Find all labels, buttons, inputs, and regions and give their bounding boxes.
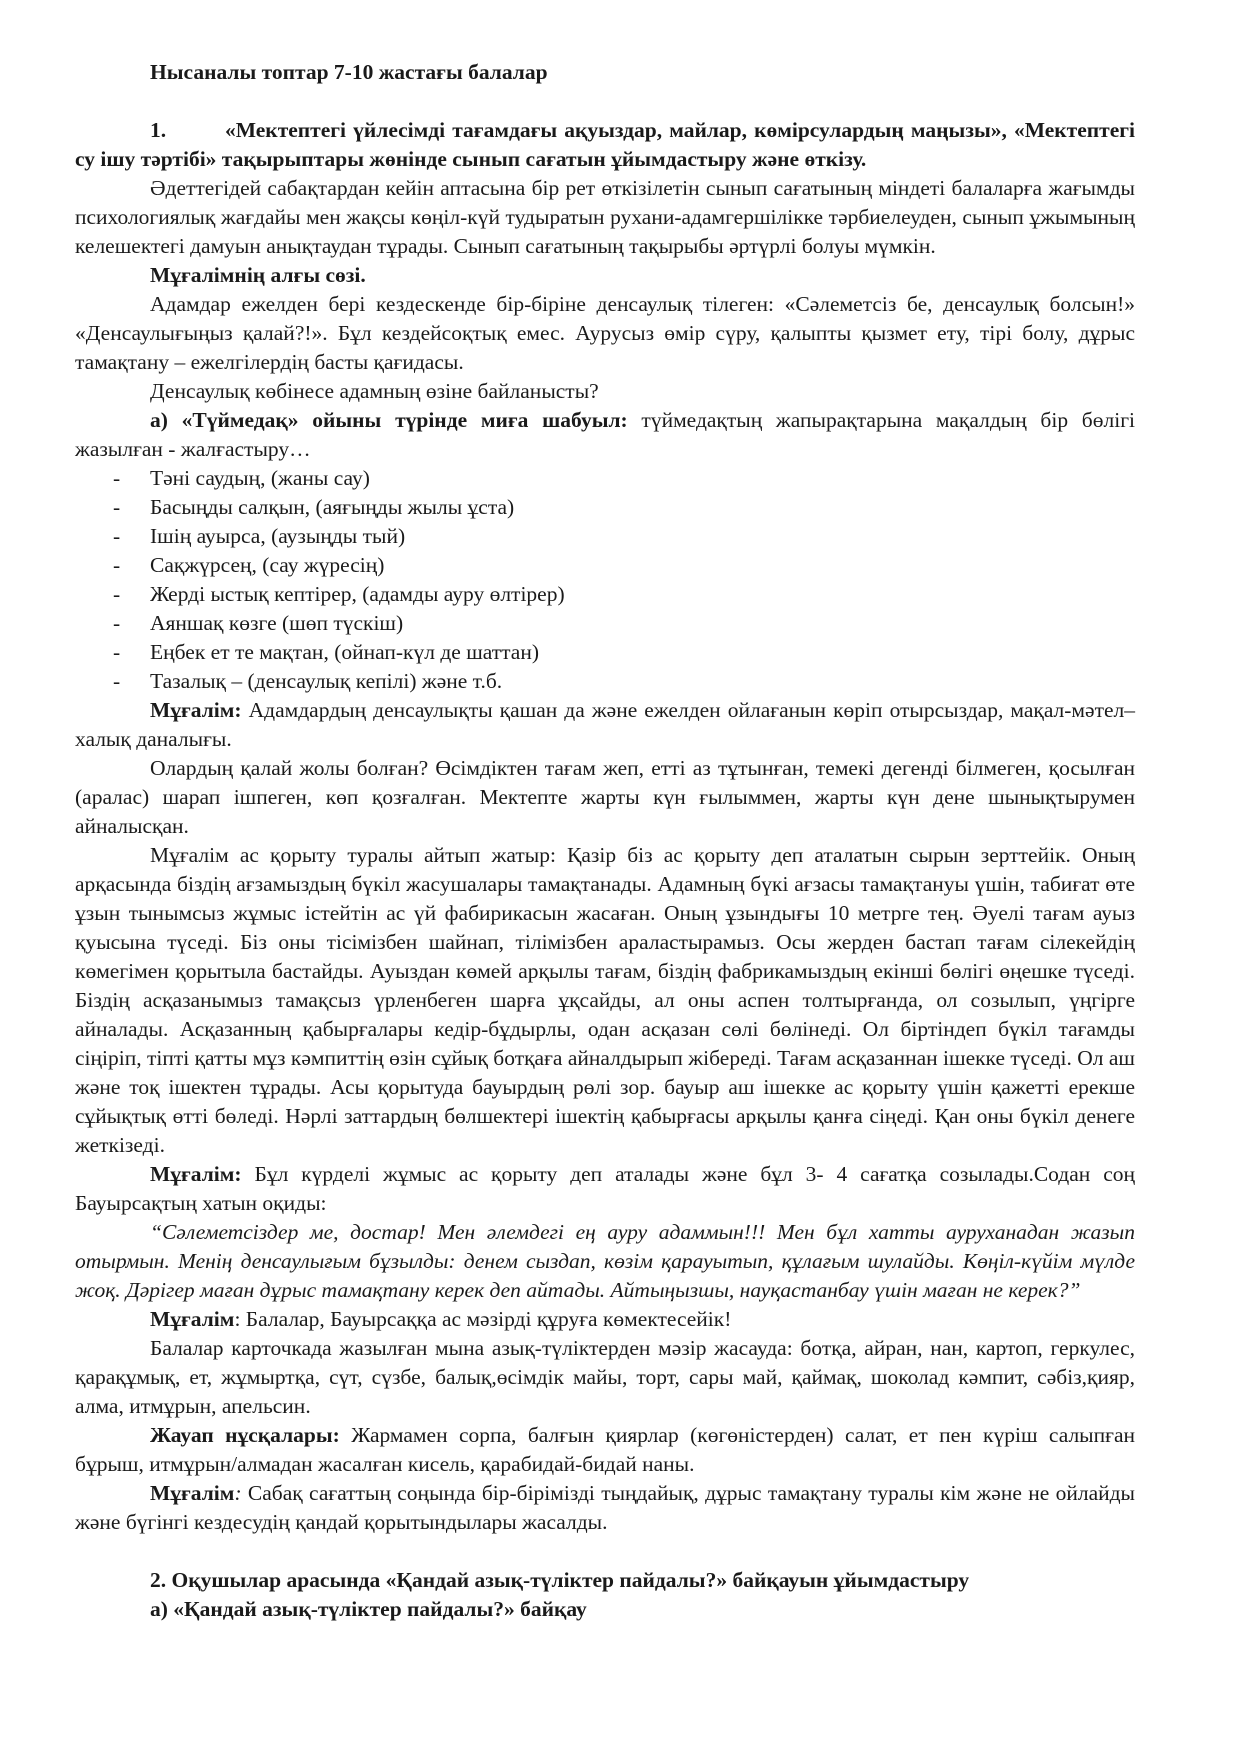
question-paragraph: Денсаулық көбінесе адамның өзіне байланысты? (150, 379, 599, 403)
game-text: түймедақтың жапырақтарына мақалдың бір бөлігі жазылған - жалғастыру… (75, 408, 1135, 461)
teacher-paragraph-2: Мұғалім: Бұл күрделі жұмыс ас қорыту деп аталады және бұл 3- 4 сағатқа созылады.Содан соң Бауырсақтың хатын оқиды: (75, 1162, 1135, 1215)
document-title: Нысаналы топтар 7-10 жастағы балалар (150, 60, 548, 84)
letter-quote: “Сәлеметсіздер ме, достар! Мен әлемдегі ең ауру адаммын!!! Мен бұл хатты ауруханадан жазып отырмын. Менің денсаулығым бұзылды: денем сыздап, көзім қарауытып, құлағым шулайды. Көңіл-күйім мүлде жоқ. Дәрігер маған дұрыс тамақтану керек деп айтады. Айтыңызшы, науқастанбау үшін маған не керек?” (75, 1220, 1135, 1302)
teacher-label: Мұғалім (150, 1481, 235, 1505)
game-paragraph (75, 406, 1135, 464)
list-item: - Сақжүрсең, (сау жүресің) (113, 553, 385, 577)
game-heading: а) «Түймедақ» ойыны түрінде миға шабуыл: (150, 408, 628, 432)
teacher-label: Мұғалім (150, 1307, 235, 1331)
section-1-number: 1. (150, 118, 167, 142)
section-1-heading-text: «Мектептегі үйлесімді тағамдағы ақуыздар, майлар, көмірсулардың маңызы», «Мектептегі су ішу тәртібі» тақырыптары жөнінде сынып сағатын ұйымдастыру және өткізу. (75, 118, 1135, 171)
digestion-paragraph: Мұғалім ас қорыту туралы айтып жатыр: Қазір біз ас қорыту деп аталатын сырын зерттейік. Оның арқасында біздің ағзамыздың бүкіл жасушалары тамақтанады. Адамның бүкі ағзасы тамақтануы үшін, табиғат өте ұзын тынымсыз жұмыс істейтін ас үй фабирикасын жасаған. Оның ұзындығы 10 метрге тең. Әуелі тағам ауыз қуысына түседі. Біз оны тісімізбен шайнап, тілімізбен араластырамыз. Осы жерден бастап тағам сілекейдің көмегімен қорытыла бастайды. Ауыздан көмей арқылы тағам, біздің фабрикамыздың екінші бөлігі өңешке түседі. Біздің асқазанымыз тамақсыз үрленбеген шарға ұқсайды, ал оны аспен толтырғанда, ол созылып, үңгірге айналады. Асқазанның қабырғалары кедір-бұдырлы, одан асқазан сөлі бөлінеді. Ол біртіндеп бүкіл тағамды сіңіріп, тіпті қатты мұз кәмпиттің өзін сұйық ботқаға айналдырып жібереді. Тағам асқазаннан ішекке түседі. Ол аш және тоқ ішектен тұрады. Асы қорытуда бауырдың рөлі зор. бауыр аш ішекке ас қорыту үшін қажетті ерекше сұйықтық өтті бөледі. Нәрлі заттардың бөлшектері ішектің қабырғасы арқылы қанға сіңеді. Қан оны бүкіл денеге жеткізеді. (75, 843, 1135, 1157)
teacher-paragraph-4: Мұғалім: Сабақ сағаттың соңында бір-бірімізді тыңдайық, дұрыс тамақтану туралы кім және не ойлайды және бүгінгі кездесудің қандай қорытындылары жасалды. (75, 1481, 1135, 1534)
list-item: - Жерді ыстық кептірер, (адамды ауру өлтірер) (113, 582, 565, 606)
teacher-paragraph-3: Мұғалім: Балалар, Бауырсаққа ас мәзірді құруға көмектесейік! (150, 1307, 732, 1331)
intro-paragraph: Әдеттегідей сабақтардан кейін аптасына бір рет өткізілетін сынып сағатының міндеті балаларға жағымды психологиялық жағдайы мен жақсы көңіл-күй тудыратын рухани-адамгершілікке тәрбиелеуден, сынып ұжымының келешектегі дамуын анықтаудан тұрады. Сынып сағатының тақырыбы әртүрлі болуы мүмкін. (75, 176, 1135, 258)
answers-paragraph: Жауап нұсқалары: Жармамен сорпа, балғын қиярлар (көгөністерден) салат, ет пен күріш салыпған бұрыш, итмұрын/алмадан жасалған кисель, қарабидай-бидай наны. (75, 1423, 1135, 1476)
list-item: - Еңбек ет те мақтан, (ойнап-күл де шаттан) (113, 640, 539, 664)
teacher-label: Мұғалім: (150, 698, 242, 722)
section-2-subheading: а) «Қандай азық-түліктер пайдалы?» байқау (150, 1597, 587, 1621)
section-1-heading (75, 116, 1135, 174)
teacher-paragraph-1: Мұғалім: Адамдардың денсаулықты қашан да және ежелден ойлағанын көріп отырсыздар, мақал-мәтел–халық даналығы. (75, 698, 1135, 751)
teacher-label: Мұғалім: (150, 1162, 242, 1186)
proverb-list (75, 464, 1135, 696)
section-2-heading: 2. Оқушылар арасында «Қандай азық-түліктер пайдалы?» байқауын ұйымдастыру (150, 1568, 970, 1592)
list-item: - Тазалық – (денсаулық кепілі) және т.б. (113, 669, 503, 693)
list-item: - Тәні саудың, (жаны сау) (113, 466, 370, 490)
teacher-intro-heading: Мұғалімнің алғы сөзі. (150, 263, 366, 287)
cards-paragraph: Балалар карточкада жазылған мына азық-түліктерден мәзір жасауда: ботқа, айран, нан, картоп, геркулес, қарақұмық, ет, жұмыртқа, сүт, сүзбе, балық,өсімдік майы, торт, сары май, қаймақ, шоколад кәмпит, сәбіз,қияр, алма, итмұрын, апельсин. (75, 1336, 1135, 1418)
ancestors-paragraph: Олардың қалай жолы болған? Өсімдіктен тағам жеп, етті аз тұтынған, темекі дегенді білмеген, қосылған (аралас) шарап ішпеген, көп қозғалған. Мектепте жарты күн ғылыммен, жарты күн дене шынықтырумен айналысқан. (75, 756, 1135, 838)
document-page (75, 58, 1135, 1624)
list-item: - Басыңды салқын, (аяғыңды жылы ұста) (113, 495, 515, 519)
answers-label: Жауап нұсқалары: (150, 1423, 340, 1447)
list-item: - Ішің ауырса, (аузыңды тый) (113, 524, 406, 548)
list-item: - Аяншақ көзге (шөп түскіш) (113, 611, 404, 635)
greeting-paragraph: Адамдар ежелден бері кездескенде бір-біріне денсаулық тілеген: «Сәлеметсіз бе, денсаулық болсын!» «Денсаулығыңыз қалай?!». Бұл кездейсоқтық емес. Аурусыз өмір сүру, қалыпты қызмет ету, тірі болу, дұрыс тамақтану – ежелгілердің басты қағидасы. (75, 292, 1135, 374)
